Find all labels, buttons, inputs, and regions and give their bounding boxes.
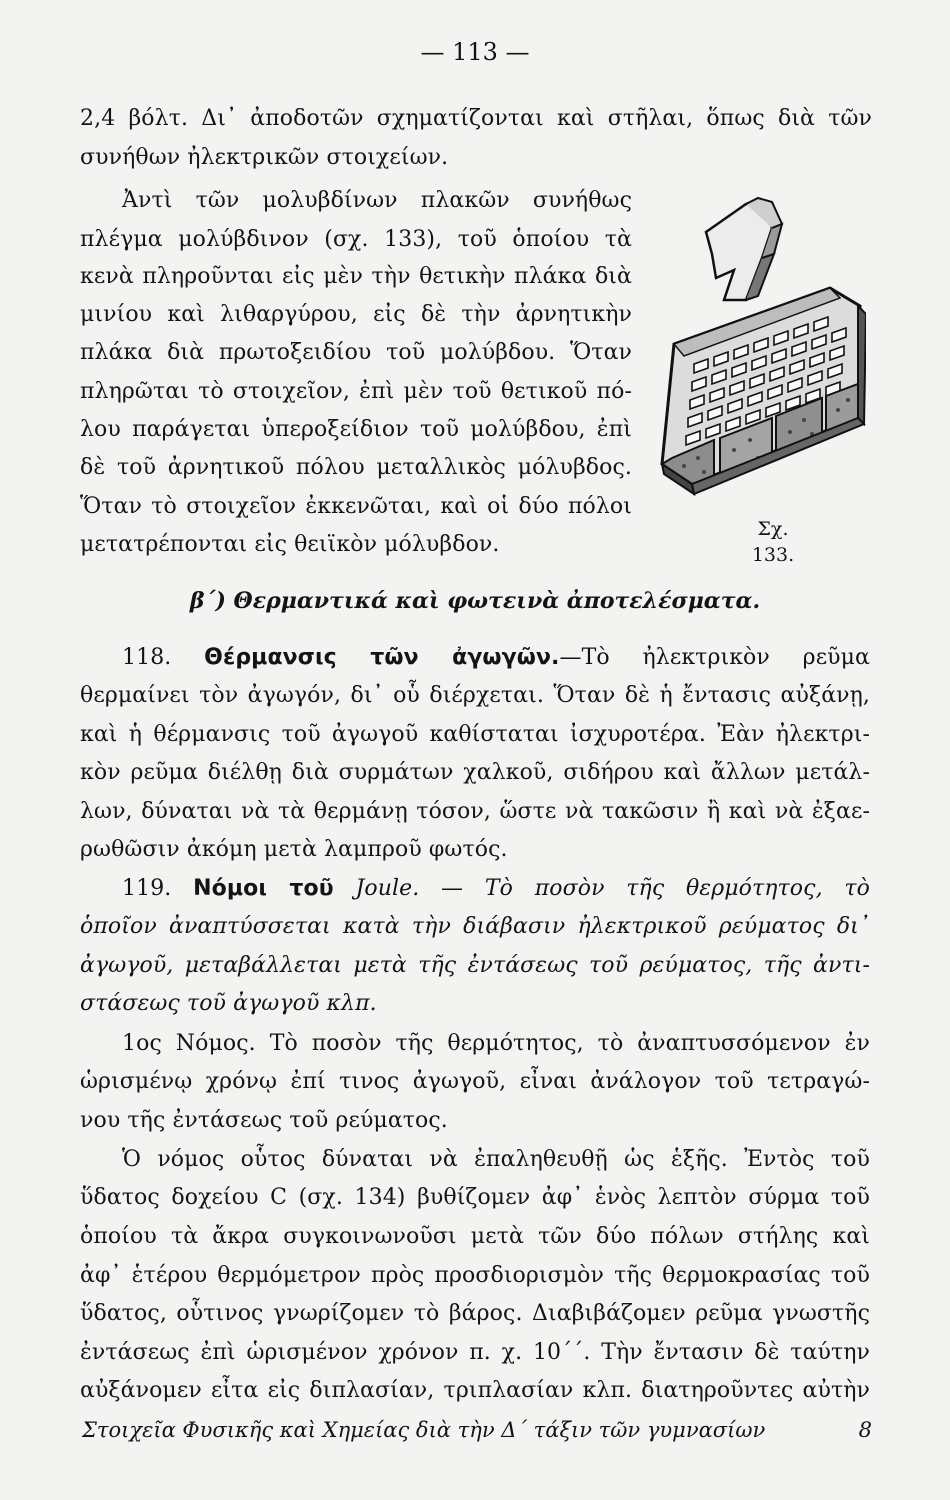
text-line: Ὅταν τὸ στοιχεῖον ἐκκενῶται, καὶ οἱ δύο πόλοι	[80, 494, 632, 519]
text-line: αὐξάνομεν εἶτα εἰς διπλασίαν, τριπλασίαν κλπ. διατηροῦντες αὐτὴν	[80, 1378, 870, 1403]
section-heading-name: Joule.	[355, 876, 420, 901]
text-line: ρωθῶσιν ἀκόμη μετὰ λαμπροῦ φωτός.	[80, 837, 508, 862]
section-heading: Νόμοι τοῦ	[193, 876, 334, 901]
text-line: κενὰ πληροῦνται εἰς μὲν τὴν θετικὴν πλάκα διὰ	[80, 264, 632, 289]
page-footer	[82, 1416, 872, 1444]
section-number: 118.	[122, 645, 172, 670]
section-heading: Θέρμανσις τῶν ἀγωγῶν.	[204, 645, 560, 670]
text-line: ὕδατος, οὗτινος γνωρίζομεν τὸ βάρος. Διαβιβάζομεν ρεῦμα γνωστῆς	[80, 1301, 870, 1326]
text-line: καὶ ἡ θέρμανσις τοῦ ἀγωγοῦ καθίσταται ἰσχυροτέρα. Ἐὰν ἠλεκτρι-	[80, 722, 870, 747]
text-line: πλέγμα μολύβδινον (σχ. 133), τοῦ ὁποίου τὰ	[80, 227, 632, 252]
figure-caption: Σχ. 133.	[751, 518, 795, 566]
footer-title: Στοιχεῖα Φυσικῆς καὶ Χημείας διὰ τὴν Δ΄ τάξιν τῶν γυμνασίων	[82, 1418, 766, 1442]
text-line: νου τῆς ἐντάσεως τοῦ ρεύματος.	[80, 1108, 448, 1133]
section-118-first-line	[122, 643, 870, 673]
text-line: 1ος Νόμος. Τὸ ποσὸν τῆς θερμότητος, τὸ ἀναπτυσσόμενον ἐν	[122, 1031, 870, 1056]
text-line: ἐντάσεως ἐπὶ ὡρισμένον χρόνον π. χ. 10΄΄. Τὴν ἔντασιν δὲ ταύτην	[80, 1340, 870, 1365]
section-number: 119.	[122, 876, 172, 901]
text-line: κὸν ρεῦμα διέλθῃ διὰ συρμάτων χαλκοῦ, σιδήρου καὶ ἄλλων μετάλ-	[80, 760, 870, 785]
section-subheading: β΄) Θερμαντικά καὶ φωτεινὰ ἀποτελέσματα.	[189, 588, 761, 614]
text-line: λου παράγεται ὑπεροξείδιον τοῦ μολύβδου, ἐπὶ	[80, 417, 632, 442]
text-line: ὁποίου τὰ ἄκρα συγκοινωνοῦσι μετὰ τῶν δύο πόλων στήλης καὶ	[80, 1224, 870, 1249]
figure-133-lead-grid-plate	[654, 188, 866, 508]
text-line: ἀγωγοῦ, μεταβάλλεται μετὰ τῆς ἐντάσεως τοῦ ρεύματος, τῆς ἀντι-	[80, 953, 870, 978]
section-119-first-line	[122, 874, 870, 904]
text-line: πλάκα διὰ πρωτοξειδίου τοῦ μολύβδου. Ὅταν	[80, 340, 632, 365]
text-line: πληρῶται τὸ στοιχεῖον, ἐπὶ μὲν τοῦ θετικοῦ πό-	[80, 379, 632, 404]
text-line: μετατρέπονται εἰς θειϊκὸν μόλυβδον.	[80, 532, 500, 557]
text-line: ἀφ᾿ ἑτέρου θερμόμετρον πρὸς προσδιορισμὸν τῆς θερμοκρασίας τοῦ	[80, 1263, 870, 1288]
text-line: Ὁ νόμος οὗτος δύναται νὰ ἐπαληθευθῇ ὡς ἑξῆς. Ἐντὸς τοῦ	[122, 1147, 870, 1172]
text-line: ὡρισμένῳ χρόνῳ ἐπί τινος ἀγωγοῦ, εἶναι ἀνάλογον τοῦ τετραγώ-	[80, 1069, 870, 1094]
footer-sheet-number: 8	[858, 1418, 872, 1442]
text-line: 2,4 βόλτ. Δι᾿ ἀποδοτῶν σχηματίζονται καὶ στῆλαι, ὅπως διὰ τῶν	[80, 106, 872, 131]
page-number: — 113 —	[420, 38, 530, 66]
text-line: λων, δύναται νὰ τὰ θερμάνῃ τόσον, ὥστε νὰ τακῶσιν ἢ καὶ νὰ ἐξαε-	[80, 799, 870, 824]
text-line: δὲ τοῦ ἀρνητικοῦ πόλου μεταλλικὸς μόλυβδος.	[80, 455, 632, 480]
text-run: — Τὸ ποσὸν τῆς θερμότητος, τὸ	[441, 876, 870, 901]
text-line: μινίου καὶ λιθαργύρου, εἰς δὲ τὴν ἀρνητικὴν	[80, 302, 632, 327]
text-line: ὁποῖον ἀναπτύσσεται κατὰ τὴν διάβασιν ἠλεκτρικοῦ ρεύματος δι᾿	[80, 914, 870, 939]
text-line: θερμαίνει τὸν ἀγωγόν, δι᾿ οὗ διέρχεται. Ὅταν δὲ ἡ ἔντασις αὐξάνῃ,	[80, 683, 870, 708]
text-line: Ἀντὶ τῶν μολυβδίνων πλακῶν συνήθως	[122, 188, 632, 213]
text-line: συνήθων ἠλεκτρικῶν στοιχείων.	[80, 145, 449, 170]
text-run: —Τὸ ἠλεκτρικὸν ρεῦμα	[559, 645, 871, 670]
text-line: στάσεως τοῦ ἀγωγοῦ κλπ.	[80, 991, 377, 1016]
text-line: ὕδατος δοχείου C (σχ. 134) βυθίζομεν ἀφ᾿ ἑνὸς λεπτὸν σύρμα τοῦ	[80, 1185, 870, 1210]
